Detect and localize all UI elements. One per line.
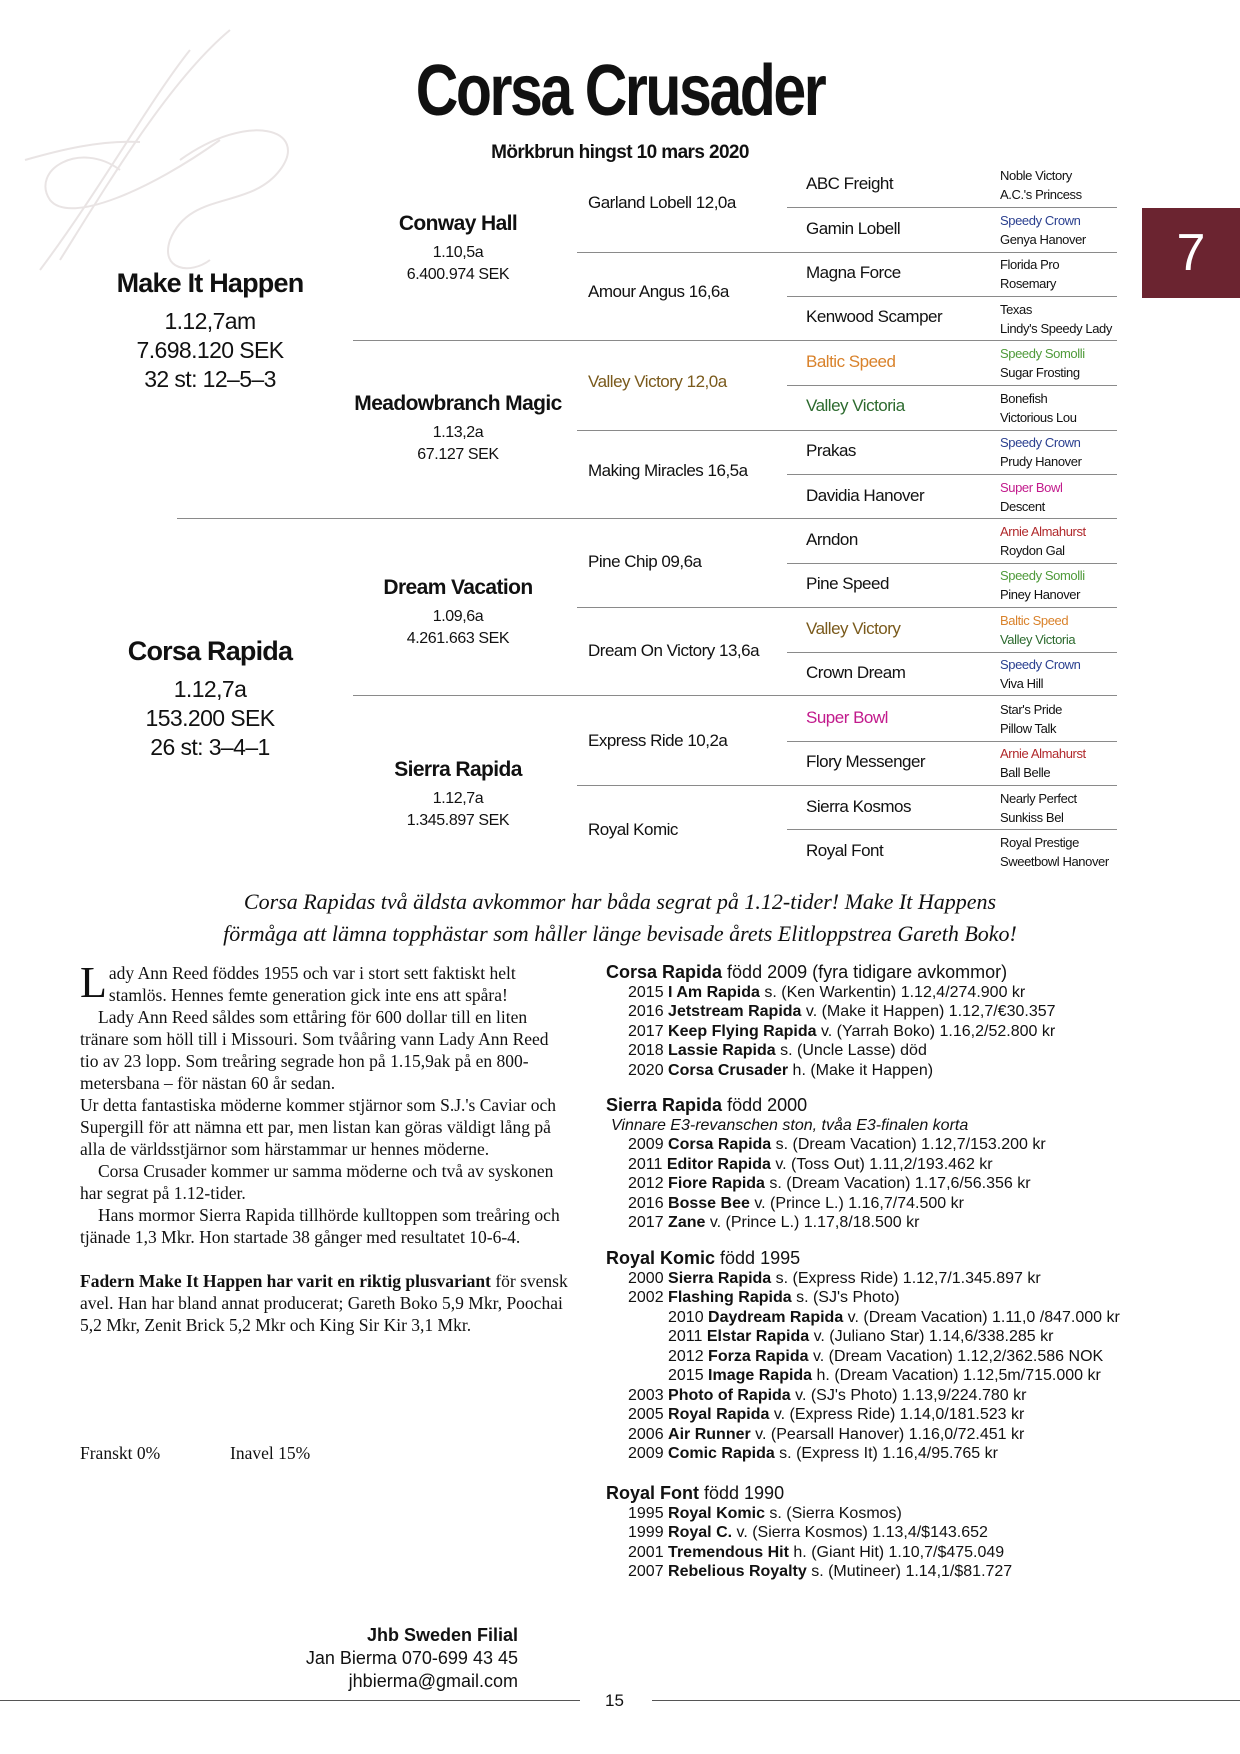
- offspring-year: 2015: [668, 1367, 704, 1384]
- offspring-details: v. (Dream Vacation) 1.11,0 /847.000 kr: [843, 1308, 1120, 1326]
- offspring-details: v. (Prince L.) 1.16,7/74.500 kr: [749, 1194, 964, 1212]
- gen2-record: 1.13,2a: [432, 424, 484, 441]
- body-text-run: för svensk avel. Han har bland annat producerat; Gareth Boko 5,9 Mkr, Poochai 5,2 Mkr, Zenit Brick 5,2 Mkr och King Sir Kir 3,1 Mkr.: [80, 1271, 568, 1335]
- gen5-pair: [1000, 833, 1120, 871]
- offspring-row: [606, 1213, 1046, 1233]
- gen5-pair: [1000, 744, 1120, 782]
- offspring-year: 2017: [628, 1022, 664, 1040]
- offspring-row: [606, 1002, 1056, 1022]
- gen5-sire: Speedy Somolli: [1000, 346, 1085, 361]
- gen5-sire: Star's Pride: [1000, 702, 1062, 717]
- gen4-horse: Valley Victory: [806, 619, 901, 638]
- offspring-name: Rebelious Royalty: [668, 1563, 807, 1580]
- offspring-details: v. (Sierra Kosmos) 1.13,4/$143.652: [732, 1524, 988, 1541]
- offspring-year: 2011: [628, 1155, 663, 1173]
- gen5-sire: Speedy Crown: [1000, 435, 1081, 450]
- offspring-year: 2012: [628, 1175, 664, 1192]
- offspring-name: Royal Komic: [668, 1504, 765, 1522]
- gen4-horse: Magna Force: [806, 263, 901, 282]
- gen2-name: Sierra Rapida: [394, 758, 522, 781]
- gen5-sire: Nearly Perfect: [1000, 791, 1077, 806]
- offspring-name: Keep Flying Rapida: [668, 1022, 817, 1040]
- gen5-pair: [1000, 789, 1120, 827]
- gen2-horse: [353, 212, 563, 286]
- body-paragraph: [80, 1270, 570, 1336]
- gen2-name: Dream Vacation: [383, 576, 533, 599]
- offspring-details: s. (SJ's Photo): [791, 1289, 900, 1306]
- gen5-sire: Baltic Speed: [1000, 613, 1069, 628]
- sire-record: 1.12,7am: [164, 308, 256, 334]
- divider: [177, 518, 577, 519]
- divider: [787, 607, 1117, 608]
- offspring-row: [606, 1061, 1056, 1081]
- offspring-name: Daydream Rapida: [708, 1308, 844, 1326]
- gen5-sire: Super Bowl: [1000, 480, 1063, 495]
- offspring-details: v. (Express Ride) 1.14,0/181.523 kr: [769, 1406, 1025, 1423]
- offspring-details: h. (Giant Hit) 1.10,7/$475.049: [788, 1543, 1005, 1561]
- divider: [787, 785, 1117, 786]
- offspring-year: 2018: [628, 1042, 664, 1059]
- page-title: Corsa Crusader: [415, 51, 825, 131]
- offspring-row: [606, 983, 1056, 1003]
- divider: [787, 474, 1117, 475]
- gen5-sire: Noble Victory: [1000, 168, 1072, 183]
- gen5-dam: Rosemary: [1000, 276, 1057, 291]
- divider: [787, 207, 1117, 208]
- family-section: [606, 1096, 1046, 1233]
- offspring-row: [606, 1288, 1120, 1308]
- offspring-name: Photo of Rapida: [668, 1386, 791, 1404]
- gen5-pair: [1000, 166, 1120, 204]
- gen2-earnings: 1.345.897 SEK: [406, 812, 510, 829]
- offspring-year: 1995: [628, 1504, 664, 1522]
- gen3-horse: Valley Victory 12,0a: [588, 372, 727, 391]
- gen5-pair: [1000, 478, 1120, 516]
- family-note: Vinnare E3-revanschen ston, tvåa E3-finalen korta: [611, 1116, 969, 1134]
- body-paragraph: Hans mormor Sierra Rapida tillhörde kulltoppen som treåring och tjänade 1,3 Mkr. Hon startade 38 gånger med resultatet 10-6-4.: [80, 1205, 560, 1247]
- divider: [787, 430, 1117, 431]
- offspring-name: Sierra Rapida: [668, 1269, 772, 1287]
- offspring-name: I Am Rapida: [668, 983, 760, 1001]
- family-dam-name: Royal Komic: [606, 1248, 716, 1268]
- page-subtitle: Mörkbrun hingst 10 mars 2020: [491, 142, 749, 163]
- gen5-dam: Ball Belle: [1000, 765, 1051, 780]
- dam-name: Corsa Rapida: [127, 636, 293, 666]
- family-born: född 2000: [722, 1095, 808, 1115]
- offspring-row: [606, 1366, 1120, 1386]
- pedigree-dam: [60, 636, 360, 762]
- offspring-row: [606, 1308, 1120, 1328]
- gen5-sire: Speedy Crown: [1000, 657, 1081, 672]
- offspring-details: h. (Make it Happen): [788, 1061, 934, 1079]
- body-paragraph: Corsa Crusader kommer ur samma möderne och två av syskonen har segrat på 1.12-tider.: [80, 1161, 554, 1203]
- divider: [577, 340, 787, 341]
- offspring-year: 2015: [628, 983, 664, 1001]
- offspring-name: Zane: [668, 1214, 706, 1231]
- offspring-row: [606, 1135, 1046, 1155]
- offspring-row: [606, 1523, 1012, 1543]
- offspring-row: [606, 1155, 1046, 1175]
- offspring-row: [606, 1327, 1120, 1347]
- family-born: född 1990: [699, 1483, 785, 1503]
- gen2-horse: [353, 392, 563, 466]
- offspring-year: 2007: [628, 1563, 664, 1580]
- gen4-horse: Sierra Kosmos: [806, 797, 911, 816]
- offspring-name: Fiore Rapida: [668, 1175, 765, 1192]
- offspring-details: s. (Express It) 1.16,4/95.765 kr: [774, 1445, 998, 1462]
- gen3-horse: Making Miracles 16,5a: [588, 461, 748, 480]
- offspring-row: [606, 1405, 1120, 1425]
- gen5-pair: [1000, 211, 1120, 249]
- gen5-pair: [1000, 700, 1120, 738]
- article-body: [80, 958, 570, 1336]
- offspring-name: Editor Rapida: [666, 1155, 771, 1173]
- offspring-year: 2006: [628, 1425, 664, 1443]
- gen5-pair: [1000, 344, 1120, 382]
- offspring-row: [606, 1269, 1120, 1289]
- gen2-earnings: 4.261.663 SEK: [406, 630, 510, 647]
- gen4-horse: Prakas: [806, 441, 856, 460]
- gen5-dam: Piney Hanover: [1000, 587, 1081, 602]
- offspring-row: [606, 1041, 1056, 1061]
- gen5-pair: [1000, 655, 1120, 693]
- family-heading: [606, 1484, 1012, 1504]
- divider: [577, 785, 787, 786]
- offspring-year: 2011: [668, 1328, 703, 1345]
- gen2-record: 1.12,7a: [432, 790, 484, 807]
- offspring-year: 2016: [628, 1194, 664, 1212]
- gen2-earnings: 6.400.974 SEK: [406, 266, 510, 283]
- offspring-year: 2000: [628, 1269, 664, 1287]
- offspring-name: Comic Rapida: [668, 1445, 775, 1462]
- gen5-dam: Sugar Frosting: [1000, 365, 1080, 380]
- offspring-row: [606, 1194, 1046, 1214]
- offspring-row: [606, 1504, 1012, 1524]
- footer-email[interactable]: jhbierma@gmail.com: [348, 1671, 518, 1691]
- divider: [787, 340, 1117, 341]
- page-number: 15: [605, 1691, 624, 1710]
- offspring-name: Tremendous Hit: [668, 1543, 789, 1561]
- gen5-sire: Speedy Somolli: [1000, 568, 1085, 583]
- divider: [353, 340, 577, 341]
- family-heading: [606, 1096, 1046, 1116]
- gen2-record: 1.10,5a: [432, 244, 484, 261]
- offspring-year: 2001: [628, 1543, 664, 1561]
- sire-name: Make It Happen: [116, 268, 304, 298]
- gen5-pair: [1000, 300, 1120, 338]
- divider: [577, 518, 787, 519]
- divider: [787, 563, 1117, 564]
- gen5-pair: [1000, 389, 1120, 427]
- offspring-name: Forza Rapida: [708, 1347, 809, 1365]
- gen5-dam: Prudy Hanover: [1000, 454, 1082, 469]
- offspring-name: Flashing Rapida: [668, 1289, 792, 1306]
- offspring-year: 2003: [628, 1386, 664, 1404]
- offspring-year: 2016: [628, 1003, 664, 1020]
- offspring-year: 1999: [628, 1524, 664, 1541]
- offspring-row: [606, 1022, 1056, 1042]
- offspring-row: [606, 1386, 1120, 1406]
- offspring-details: v. (Juliano Star) 1.14,6/338.285 kr: [809, 1328, 1054, 1345]
- offspring-details: s. (Dream Vacation) 1.12,7/153.200 kr: [771, 1136, 1046, 1153]
- divider: [353, 695, 577, 696]
- gen4-horse: Royal Font: [806, 841, 884, 860]
- gen2-horse: [353, 576, 563, 650]
- offspring-year: 2005: [628, 1406, 664, 1423]
- dam-starts: 26 st: 3–4–1: [150, 734, 270, 760]
- gen3-horse: Amour Angus 16,6a: [588, 282, 729, 301]
- offspring-name: Image Rapida: [708, 1367, 813, 1384]
- family-section: [606, 1249, 1120, 1464]
- quote-line: Corsa Rapidas två äldsta avkommor har båda segrat på 1.12-tider! Make It Happens: [243, 889, 997, 914]
- gen5-dam: Lindy's Speedy Lady: [1000, 321, 1112, 336]
- gen5-sire: Bonefish: [1000, 391, 1048, 406]
- offspring-row: [606, 1425, 1120, 1445]
- gen3-horse: Dream On Victory 13,6a: [588, 641, 760, 660]
- gen5-dam: Sunkiss Bel: [1000, 810, 1064, 825]
- gen5-dam: Roydon Gal: [1000, 543, 1065, 558]
- divider: [787, 252, 1117, 253]
- gen4-horse: Davidia Hanover: [806, 486, 925, 505]
- inavel-percentage: Inavel 15%: [230, 1443, 311, 1463]
- gen5-dam: Descent: [1000, 499, 1045, 514]
- offspring-row: [606, 1562, 1012, 1582]
- offspring-details: v. (Yarrah Boko) 1.16,2/52.800 kr: [816, 1022, 1056, 1040]
- franskt-percentage: Franskt 0%: [80, 1443, 161, 1463]
- gen2-record: 1.09,6a: [432, 608, 484, 625]
- family-dam-name: Sierra Rapida: [606, 1095, 723, 1115]
- family-section: [606, 963, 1056, 1080]
- gen5-sire: Arnie Almahurst: [1000, 524, 1086, 539]
- family-heading: [606, 963, 1056, 983]
- divider: [577, 607, 787, 608]
- gen5-dam: A.C.'s Princess: [1000, 187, 1082, 202]
- offspring-name: Air Runner: [668, 1425, 751, 1443]
- footer-contact: [178, 1624, 518, 1693]
- gen2-name: Conway Hall: [398, 212, 518, 235]
- gen5-sire: Texas: [1000, 302, 1032, 317]
- offspring-year: 2020: [628, 1061, 664, 1079]
- offspring-row: [606, 1543, 1012, 1563]
- gen5-pair: [1000, 522, 1120, 560]
- quote-line: förmåga att lämna topphästar som håller länge bevisade årets Elitloppstrea Gareth Boko!: [223, 921, 1017, 946]
- offspring-details: s. (Mutineer) 1.14,1/$81.727: [806, 1563, 1013, 1580]
- offspring-row: [606, 1347, 1120, 1367]
- gen5-sire: Royal Prestige: [1000, 835, 1079, 850]
- footer-phone: Jan Bierma 070-699 43 45: [305, 1648, 518, 1668]
- offspring-details: v. (SJ's Photo) 1.13,9/224.780 kr: [790, 1386, 1027, 1404]
- gen5-sire: Arnie Almahurst: [1000, 746, 1086, 761]
- divider: [787, 695, 1117, 696]
- offspring-details: s. (Express Ride) 1.12,7/1.345.897 kr: [771, 1269, 1041, 1287]
- offspring-year: 2009: [628, 1136, 664, 1153]
- gen5-pair: [1000, 566, 1120, 604]
- offspring-name: Elstar Rapida: [706, 1328, 810, 1345]
- drop-cap: L: [80, 958, 107, 1007]
- gen5-dam: Viva Hill: [1000, 676, 1044, 691]
- gen5-dam: Genya Hanover: [1000, 232, 1086, 247]
- body-paragraph: [80, 958, 570, 1007]
- body-paragraph: Lady Ann Reed såldes som ettåring för 600 dollar till en liten tränare som höll till i Missouri. Som tvååring vann Lady Ann Reed tio av 23 lopp. Som treåring segrade hon på 1.15,9ak på en 800-metersbana – för nästan 60 år sedan.: [80, 1007, 549, 1093]
- gen3-horse: Pine Chip 09,6a: [588, 552, 702, 571]
- gen4-horse: Gamin Lobell: [806, 219, 901, 238]
- body-bold-run: Fadern Make It Happen har varit en riktig plusvariant: [80, 1271, 491, 1291]
- gen3-horse: Royal Komic: [588, 820, 678, 839]
- pedigree-sire: [60, 268, 360, 394]
- gen5-dam: Valley Victoria: [1000, 632, 1076, 647]
- offspring-details: v. (Make it Happen) 1.12,7/€30.357: [801, 1003, 1056, 1020]
- family-heading: [606, 1249, 1120, 1269]
- family-section: [606, 1484, 1012, 1582]
- offspring-details: v. (Dream Vacation) 1.12,2/362.586 NOK: [808, 1347, 1104, 1365]
- divider: [577, 252, 787, 253]
- dam-record: 1.12,7a: [173, 676, 247, 702]
- catalog-number-badge: 7: [1142, 208, 1240, 298]
- gen4-horse: Arndon: [806, 530, 858, 549]
- dam-earnings: 153.200 SEK: [145, 705, 275, 731]
- divider: [787, 829, 1117, 830]
- offspring-year: 2002: [628, 1289, 664, 1306]
- offspring-details: v. (Pearsall Hanover) 1.16,0/72.451 kr: [750, 1425, 1025, 1443]
- offspring-details: h. (Dream Vacation) 1.12,5m/715.000 kr: [812, 1367, 1101, 1384]
- offspring-name: Corsa Crusader: [668, 1061, 789, 1079]
- offspring-name: Royal C.: [668, 1524, 733, 1541]
- gen4-horse: ABC Freight: [806, 174, 894, 193]
- offspring-name: Royal Rapida: [668, 1406, 770, 1423]
- gen3-horse: Garland Lobell 12,0a: [588, 193, 736, 212]
- gen2-name: Meadowbranch Magic: [354, 392, 562, 415]
- offspring-row: [606, 1444, 1120, 1464]
- offspring-name: Lassie Rapida: [668, 1042, 776, 1059]
- divider: [787, 296, 1117, 297]
- gen4-horse: Pine Speed: [806, 574, 889, 593]
- gen3-horse: Express Ride 10,2a: [588, 731, 728, 750]
- offspring-details: s. (Ken Warkentin) 1.12,4/274.900 kr: [759, 983, 1026, 1001]
- offspring-details: s. (Dream Vacation) 1.17,6/56.356 kr: [764, 1175, 1031, 1192]
- family-dam-name: Royal Font: [606, 1483, 699, 1503]
- gen5-pair: [1000, 433, 1120, 471]
- sire-starts: 32 st: 12–5–3: [144, 366, 276, 392]
- family-born: född 1995: [715, 1248, 801, 1268]
- footer-rule-right: [652, 1700, 1240, 1701]
- gen2-earnings: 67.127 SEK: [417, 446, 499, 463]
- offspring-year: 2012: [668, 1347, 704, 1365]
- offspring-name: Bosse Bee: [668, 1194, 750, 1212]
- offspring-year: 2010: [668, 1308, 704, 1326]
- gen5-sire: Speedy Crown: [1000, 213, 1081, 228]
- gen4-horse: Flory Messenger: [806, 752, 926, 771]
- gen5-sire: Florida Pro: [1000, 257, 1060, 272]
- offspring-details: s. (Sierra Kosmos): [764, 1504, 902, 1522]
- gen2-horse: [353, 758, 563, 832]
- body-text-run: ady Ann Reed föddes 1955 och var i stort sett faktiskt helt stamlös. Hennes femte generation gick inte ens att spåra!: [108, 963, 516, 1005]
- offspring-details: s. (Uncle Lasse) död: [775, 1042, 927, 1059]
- footer-rule-left: [0, 1700, 580, 1701]
- divider: [577, 430, 787, 431]
- offspring-year: 2009: [628, 1445, 664, 1462]
- family-born: född 2009 (fyra tidigare avkommor): [722, 962, 1008, 982]
- footer-company: Jhb Sweden Filial: [366, 1625, 518, 1645]
- gen4-horse: Baltic Speed: [806, 352, 896, 371]
- gen5-dam: Pillow Talk: [1000, 721, 1057, 736]
- gen5-pair: [1000, 255, 1120, 293]
- offspring-row: [606, 1174, 1046, 1194]
- offspring-name: Corsa Rapida: [668, 1136, 772, 1153]
- body-paragraph: Ur detta fantastiska möderne kommer stjärnor som S.J.'s Caviar och Supergill för att nämna ett par, men listan kan göras väldigt lång på alla de världsstjärnor som härstammar ur hennes möderne.: [80, 1095, 557, 1159]
- highlight-quote: [0, 886, 1240, 950]
- divider: [577, 695, 787, 696]
- gen4-horse: Valley Victoria: [806, 396, 905, 415]
- divider: [787, 518, 1117, 519]
- offspring-details: v. (Toss Out) 1.11,2/193.462 kr: [770, 1155, 993, 1173]
- family-dam-name: Corsa Rapida: [606, 962, 723, 982]
- offspring-details: v. (Prince L.) 1.17,8/18.500 kr: [705, 1214, 920, 1231]
- gen4-horse: Kenwood Scamper: [806, 307, 943, 326]
- gen4-horse: Crown Dream: [806, 663, 906, 682]
- divider: [787, 652, 1117, 653]
- gen5-dam: Sweetbowl Hanover: [1000, 854, 1109, 869]
- offspring-year: 2017: [628, 1214, 664, 1231]
- gen5-dam: Victorious Lou: [1000, 410, 1077, 425]
- gen5-pair: [1000, 611, 1120, 649]
- divider: [787, 385, 1117, 386]
- divider: [787, 741, 1117, 742]
- offspring-name: Jetstream Rapida: [668, 1003, 802, 1020]
- sire-earnings: 7.698.120 SEK: [136, 337, 284, 363]
- gen4-horse: Super Bowl: [806, 708, 888, 727]
